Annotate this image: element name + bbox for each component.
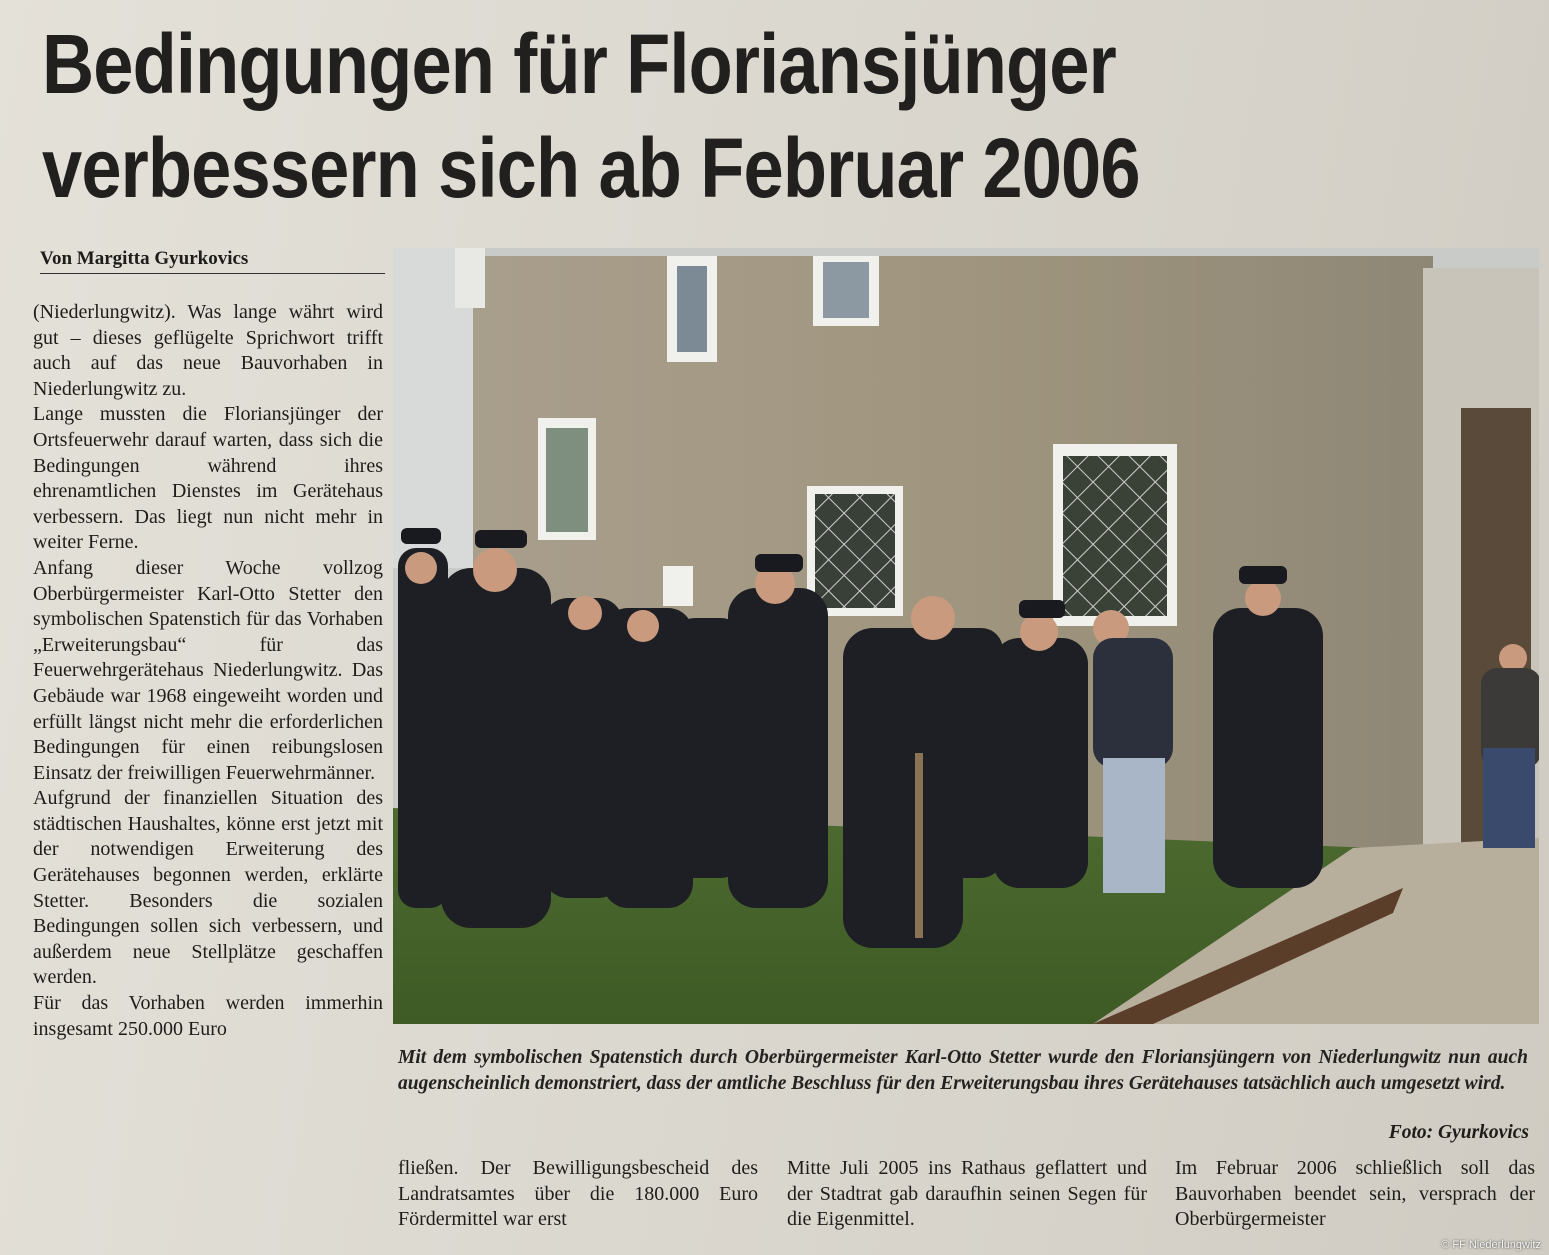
photo-illustration [393, 248, 1539, 1024]
paragraph: (Niederlungwitz). Was lange währt wird gut – dieses geflügelte Sprichwort trifft auch auf das neue Bauvorhaben in Niederlungwitz zu. [33, 301, 383, 400]
paragraph: Anfang dieser Woche vollzog Oberbürgermeister Karl-Otto Stetter den symbolischen Spatenstich für das Vorhaben „Erweiterungsbau“ für das Feuerwehrgerätehaus Niederlungwitz. Das Gebäude war 1968 eingeweiht worden und erfüllt längst nicht mehr die erforderlichen Bedingungen für einen reibungslosen Einsatz der freiwilligen Feuerwehrmänner. [33, 556, 383, 784]
paragraph: Aufgrund der finanziellen Situation des städtischen Haushaltes, könne erst jetzt mit der notwendigen Erweiterung des Gerätehauses begonnen werden, erklärte Stetter. Besonders die sozialen Bedingungen sollen sich verbessern, und außerdem neue Stellplätze geschaffen werden. [33, 787, 383, 989]
paragraph: Für das Vorhaben werden immerhin insgesamt 250.000 Euro [33, 992, 383, 1040]
article-column-1 [33, 300, 383, 1042]
paragraph: Lange mussten die Floriansjünger der Ortsfeuerwehr darauf warten, dass sich die Bedingungen während ihres ehrenamtlichen Dienstes im Gerätehaus verbessern. Das liegt nun nicht mehr in weiter Ferne. [33, 403, 383, 554]
headline [42, 12, 1298, 220]
article-column-3 [787, 1156, 1147, 1233]
paragraph: Mitte Juli 2005 ins Rathaus geflattert und der Stadtrat gab daraufhin seinen Segen für die Eigenmittel. [787, 1157, 1147, 1231]
headline-line-1: Bedingungen für Floriansjünger [42, 17, 1116, 111]
photo-credit: Foto: Gyurkovics [1388, 1122, 1529, 1143]
article-column-2 [398, 1156, 758, 1233]
article-column-4 [1175, 1156, 1535, 1233]
photo-caption: Mit dem symbolischen Spatenstich durch Oberbürgermeister Karl-Otto Stetter wurde den Floriansjüngern von Niederlungwitz nun auch augenscheinlich demonstriert, dass der amtliche Beschluss für den Erweiterungsbau ihres Gerätehauses tatsächlich auch umgesetzt wird. [398, 1047, 1528, 1094]
headline-line-2: verbessern sich ab Februar 2006 [42, 121, 1140, 215]
byline: Von Margitta Gyurkovics [40, 248, 385, 274]
copyright-watermark: © FF Niederlungwitz [1441, 1239, 1541, 1251]
paragraph: Im Februar 2006 schließlich soll das Bauvorhaben beendet sein, versprach der Oberbürgermeister [1175, 1157, 1535, 1231]
paragraph: fließen. Der Bewilligungsbescheid des Landratsamtes über die 180.000 Euro Fördermittel war erst [398, 1157, 758, 1231]
news-photo [393, 248, 1539, 1024]
